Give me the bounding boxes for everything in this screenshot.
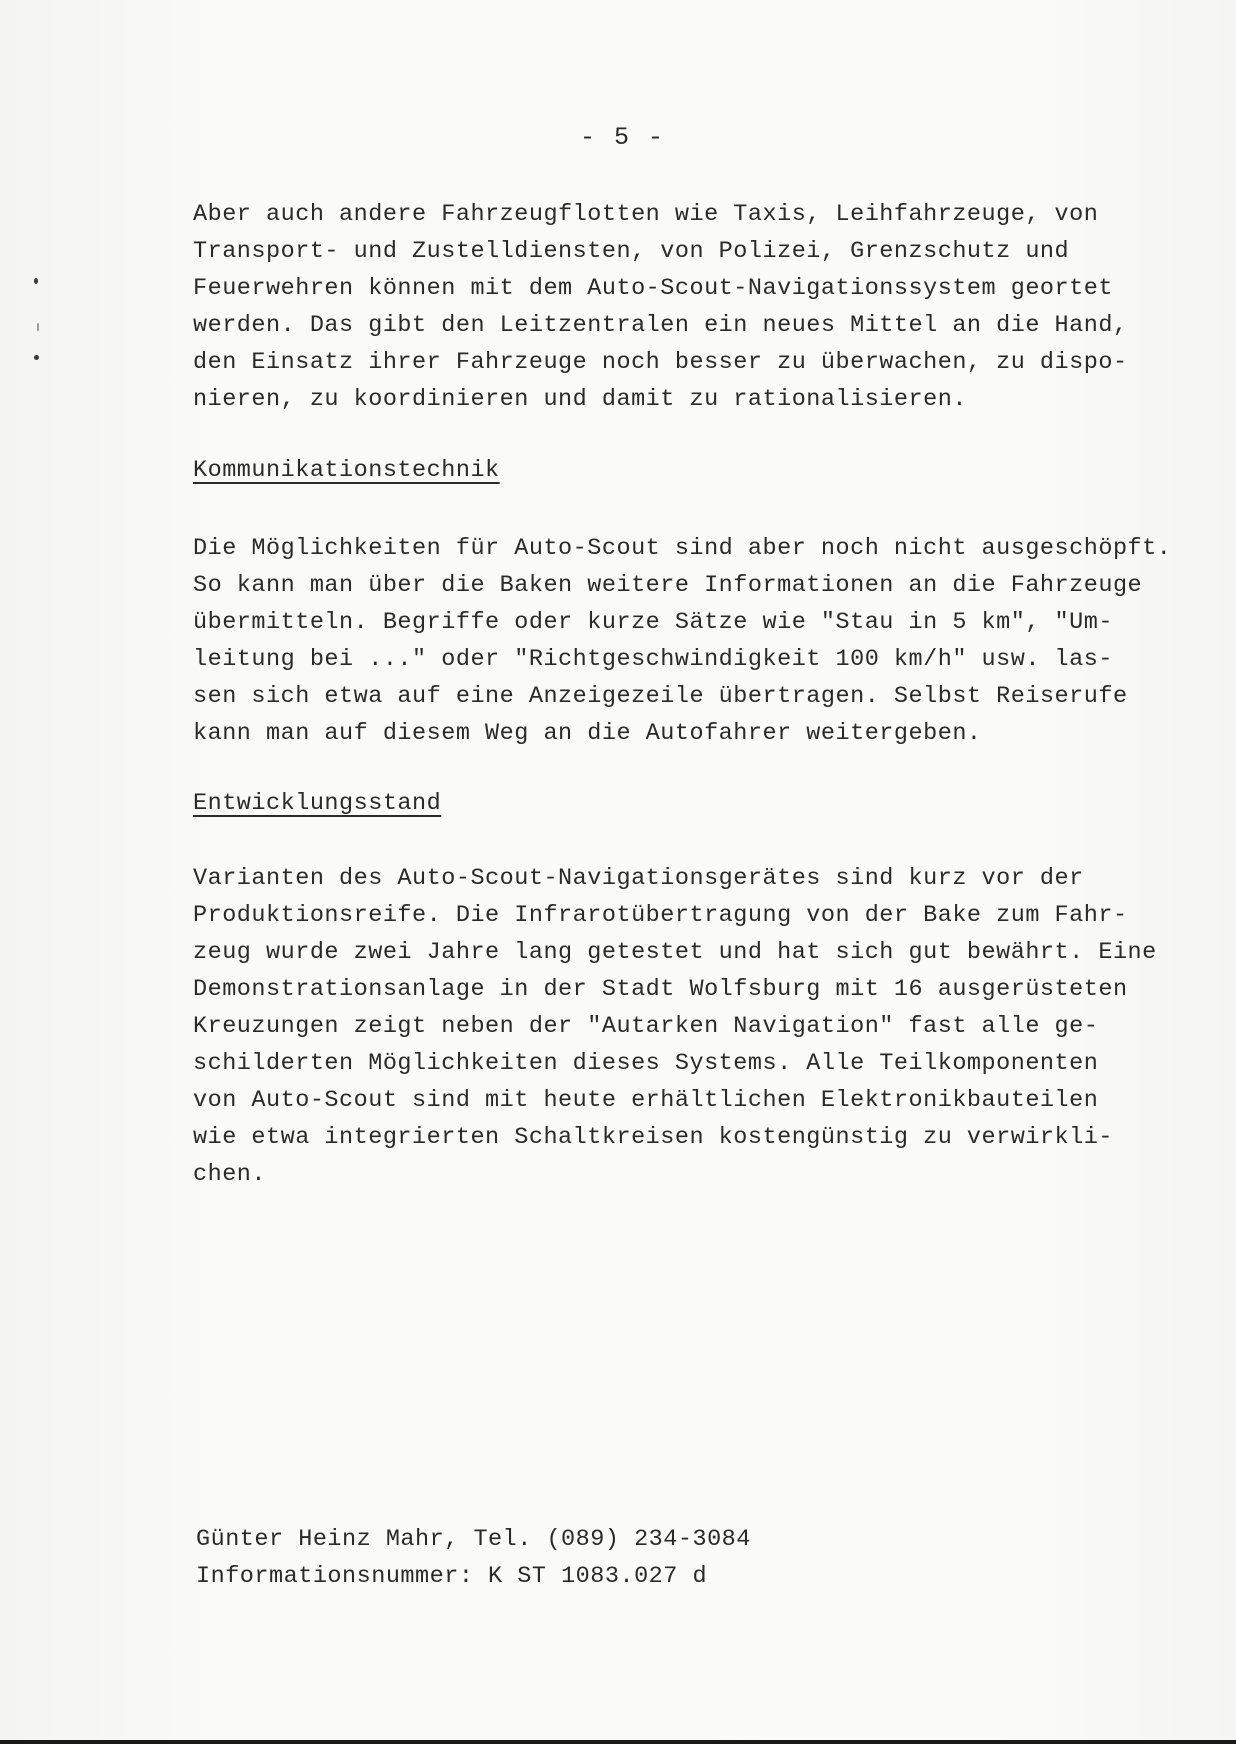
paragraph-line: Die Möglichkeiten für Auto-Scout sind aber noch nicht ausgeschöpft. xyxy=(193,535,1172,562)
paragraph-line: So kann man über die Baken weitere Informationen an die Fahrzeuge xyxy=(193,572,1143,599)
paragraph-line: zeug wurde zwei Jahre lang getestet und hat sich gut bewährt. Eine xyxy=(193,939,1157,966)
paragraph-fleets xyxy=(193,196,1203,418)
margin-mark xyxy=(34,278,38,284)
paragraph-line: leitung bei ..." oder "Richtgeschwindigkeit 100 km/h" usw. las- xyxy=(193,646,1113,673)
section-heading-entwicklungsstand: Entwicklungsstand xyxy=(193,790,442,817)
paragraph-line: Demonstrationsanlage in der Stadt Wolfsburg mit 16 ausgerüsteten xyxy=(193,976,1128,1003)
paragraph-line: chen. xyxy=(193,1161,267,1188)
section-heading-kommunikationstechnik: Kommunikationstechnik xyxy=(193,457,500,484)
paragraph-line: nieren, zu koordinieren und damit zu rationalisieren. xyxy=(193,386,967,413)
paragraph-line: werden. Das gibt den Leitzentralen ein neues Mittel an die Hand, xyxy=(193,312,1128,339)
paragraph-line: von Auto-Scout sind mit heute erhältlichen Elektronikbauteilen xyxy=(193,1087,1099,1114)
paragraph-line: wie etwa integrierten Schaltkreisen kostengünstig zu verwirkli- xyxy=(193,1124,1113,1151)
paragraph-line: Kreuzungen zeigt neben der "Autarken Navigation" fast alle ge- xyxy=(193,1013,1099,1040)
paragraph-line: den Einsatz ihrer Fahrzeuge noch besser zu überwachen, zu dispo- xyxy=(193,349,1128,376)
paragraph-kommunikation xyxy=(193,530,1203,752)
paragraph-line: Transport- und Zustelldiensten, von Polizei, Grenzschutz und xyxy=(193,238,1070,265)
information-number: Informationsnummer: K ST 1083.027 d xyxy=(196,1563,708,1590)
margin-mark xyxy=(34,355,39,360)
contact-info xyxy=(196,1521,1206,1595)
page-number: - 5 - xyxy=(580,123,666,152)
margin-mark xyxy=(37,323,39,331)
paragraph-line: Varianten des Auto-Scout-Navigationsgerätes sind kurz vor der xyxy=(193,865,1084,892)
paragraph-line: sen sich etwa auf eine Anzeigezeile übertragen. Selbst Reiserufe xyxy=(193,683,1128,710)
paragraph-line: kann man auf diesem Weg an die Autofahrer weitergeben. xyxy=(193,720,982,747)
paragraph-entwicklung xyxy=(193,860,1203,1193)
bottom-edge xyxy=(0,1740,1236,1744)
paragraph-line: Aber auch andere Fahrzeugflotten wie Taxis, Leihfahrzeuge, von xyxy=(193,201,1099,228)
paragraph-line: übermitteln. Begriffe oder kurze Sätze wie "Stau in 5 km", "Um- xyxy=(193,609,1113,636)
paragraph-line: Feuerwehren können mit dem Auto-Scout-Navigationssystem geortet xyxy=(193,275,1113,302)
paragraph-line: Produktionsreife. Die Infrarotübertragung von der Bake zum Fahr- xyxy=(193,902,1128,929)
paragraph-line: schilderten Möglichkeiten dieses Systems. Alle Teilkomponenten xyxy=(193,1050,1099,1077)
contact-name-phone: Günter Heinz Mahr, Tel. (089) 234-3084 xyxy=(196,1526,751,1553)
